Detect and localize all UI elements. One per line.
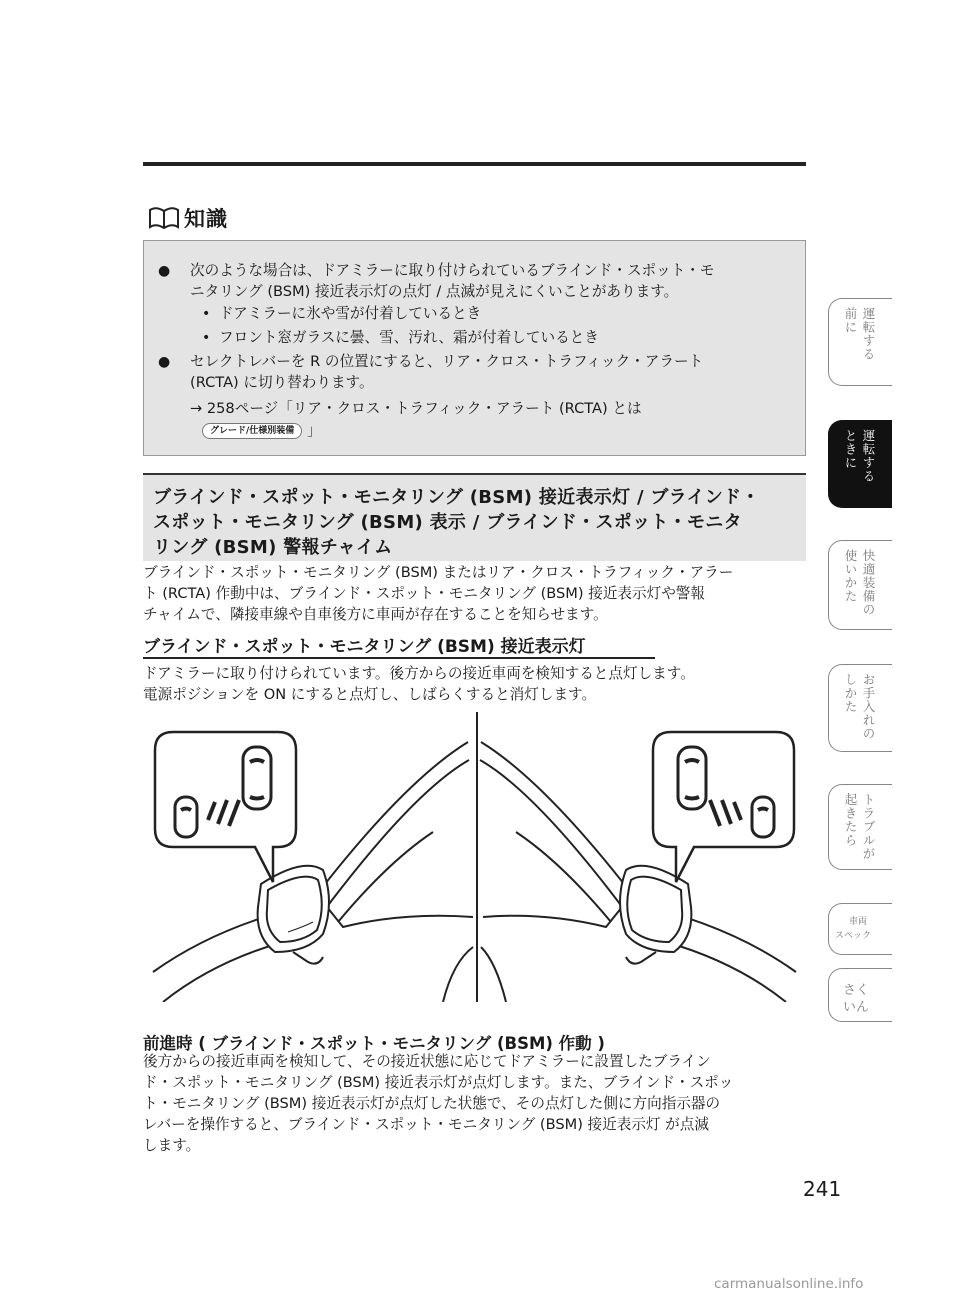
tab-label: お手入れの (861, 673, 876, 741)
tab-label: 使いかた (843, 549, 858, 603)
tab-label: 前に (843, 307, 858, 334)
tab-label: いん (843, 1000, 870, 1015)
tab-label: トラブルが (861, 793, 876, 861)
tab-label: ときに (843, 429, 858, 470)
watermark: carmanualsonline.info (714, 1276, 864, 1292)
note-bullet1-line1: 次のような場合は、ドアミラーに取り付けられているブラインド・スポット・モ (190, 262, 715, 279)
section-title-line3: リング (BSM) 警報チャイム (153, 537, 393, 558)
lamp-heading-underline (143, 657, 655, 659)
note-sub1: ドアミラーに氷や雪が付着しているとき (219, 305, 482, 322)
page-number: 241 (803, 1177, 842, 1201)
tab-comfort-equipment[interactable] (828, 540, 892, 630)
note-bullet2-line1: セレクトレバーを R の位置にすると、リア・クロス・トラフィック・アラート (190, 353, 704, 370)
forward-line2: ド・スポット・モニタリング (BSM) 接近表示灯が点灯します。また、ブラインド・スポッ (143, 1074, 734, 1091)
top-rule (143, 162, 806, 166)
bullet-dot: ● (158, 263, 171, 279)
bsm-mirror-illustration (143, 712, 806, 1002)
section-title-line2: スポット・モニタリング (BSM) 表示 / ブラインド・スポット・モニタ (153, 512, 742, 533)
intro-line1: ブラインド・スポット・モニタリング (BSM) またはリア・クロス・トラフィック・アラー (143, 564, 734, 581)
tab-troubleshooting[interactable] (828, 784, 892, 870)
tab-label: 運転する (861, 429, 876, 483)
tab-label: 車両 (849, 917, 868, 927)
lamp-paragraph-line2: 電源ポジションを ON にすると点灯し、しばらくすると消灯します。 (143, 686, 597, 703)
knowledge-title: 知識 (184, 207, 228, 231)
sub-bullet: • (202, 306, 211, 322)
close-bracket: 」 (306, 422, 322, 439)
forward-heading: 前進時 ( ブラインド・スポット・モニタリング (BSM) 作動 ) (143, 1034, 605, 1053)
forward-line5: します。 (143, 1137, 201, 1154)
knowledge-heading (148, 203, 228, 233)
forward-line4: レバーを操作すると、ブラインド・スポット・モニタリング (BSM) 接近表示灯 が点滅 (143, 1116, 709, 1133)
tab-while-driving[interactable] (828, 420, 892, 508)
note-page-reference[interactable]: → 258ページ「リア・クロス・トラフィック・アラート (RCTA) とは (190, 400, 642, 417)
tab-label: しかた (843, 673, 858, 714)
tab-index[interactable] (828, 968, 892, 1022)
grade-badge: グレード/仕様別装備 (202, 423, 302, 439)
lamp-paragraph-line1: ドアミラーに取り付けられています。後方からの接近車両を検知すると点灯します。 (143, 665, 695, 682)
tab-label: 運転する (861, 307, 876, 361)
note-bullet1-line2: ニタリング (BSM) 接近表示灯の点灯 / 点滅が見えにくいことがあります。 (190, 283, 679, 300)
book-icon (148, 206, 180, 230)
grade-reference (202, 421, 322, 441)
lamp-heading: ブラインド・スポット・モニタリング (BSM) 接近表示灯 (143, 637, 586, 657)
tab-label: スペック (835, 931, 872, 941)
sub-bullet: • (202, 330, 211, 346)
bullet-dot: ● (158, 354, 171, 370)
tab-label: 快適装備の (861, 549, 876, 617)
note-bullet2-line2: (RCTA) に切り替わります。 (190, 374, 374, 391)
knowledge-note-box (143, 240, 806, 456)
section-title-line1: ブラインド・スポット・モニタリング (BSM) 接近表示灯 / ブラインド・ (153, 487, 760, 508)
tab-label: さく (843, 983, 870, 998)
forward-line3: ト・モニタリング (BSM) 接近表示灯が点灯した状態で、その点灯した側に方向指示器の (143, 1095, 721, 1112)
intro-line3: チャイムで、隣接車線や自車後方に車両が存在することを知らせます。 (143, 606, 608, 623)
note-sub2: フロント窓ガラスに曇、雪、汚れ、霜が付着しているとき (219, 329, 599, 346)
intro-line2: ト (RCTA) 作動中は、ブラインド・スポット・モニタリング (BSM) 接近表示灯や警報 (143, 585, 705, 602)
tab-maintenance[interactable] (828, 664, 892, 752)
tab-label: 起きたら (843, 793, 858, 847)
tab-before-driving[interactable] (828, 298, 892, 386)
tab-vehicle-specs[interactable] (828, 903, 892, 955)
section-title-box (143, 473, 806, 561)
forward-line1: 後方からの接近車両を検知して、その接近状態に応じてドアミラーに設置したブライン (143, 1053, 711, 1070)
